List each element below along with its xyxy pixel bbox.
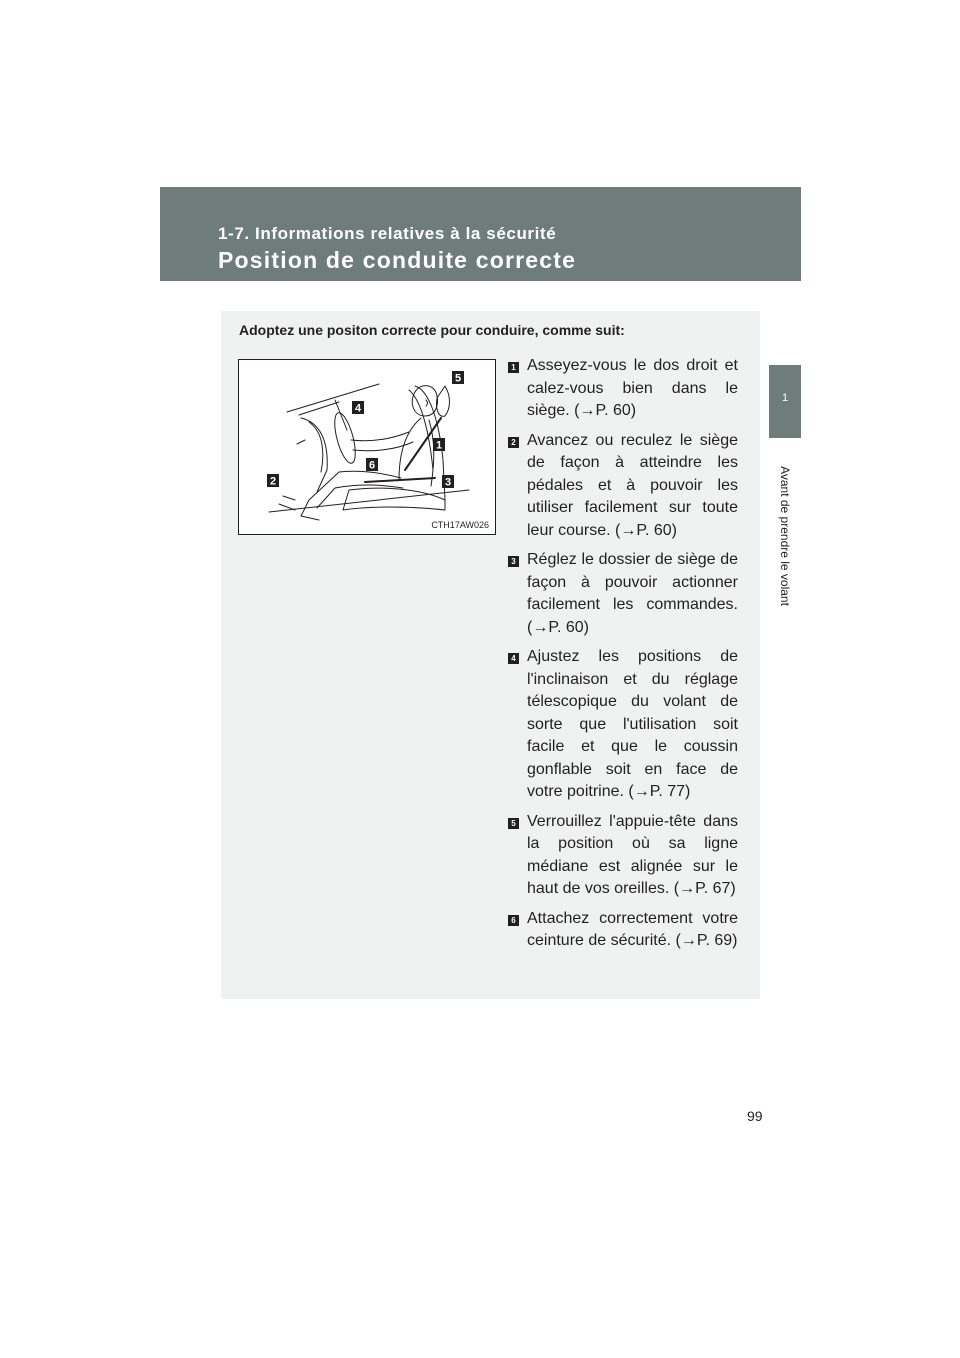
list-item (508, 430, 738, 543)
item-number-icon: 2 (508, 437, 519, 448)
list-item (508, 355, 738, 423)
item-text: Asseyez-vous le dos droit et calez-vous bien dans le siège. (→P. 60) (527, 357, 738, 419)
page-title: Position de conduite correcte (218, 247, 577, 273)
instruction-list (508, 355, 738, 960)
list-item (508, 646, 738, 804)
driving-position-illustration (238, 359, 496, 535)
figure-code: CTH17AW026 (431, 520, 489, 530)
item-text: Avancez ou reculez le siège de façon à atteindre les pédales et à pouvoir les utiliser facilement sur toute leur course. (→P. 60) (527, 431, 738, 539)
item-number-icon: 5 (508, 818, 519, 829)
item-number-icon: 6 (508, 915, 519, 926)
item-text: Verrouillez l'appuie-tête dans la position où sa ligne médiane est alignée sur le haut de vos oreilles. (→P. 67) (527, 812, 738, 897)
section-title: 1-7. Informations relatives à la sécurité (218, 224, 557, 243)
page-number: 99 (747, 1108, 763, 1124)
chapter-tab (769, 365, 801, 438)
intro-text: Adoptez une positon correcte pour conduire, comme suit: (239, 322, 625, 338)
chapter-label: Avant de prendre le volant (778, 466, 792, 606)
callout-6-label: 6 (368, 459, 376, 472)
item-text: Ajustez les positions de l'inclinaison et du réglage télescopique du volant de sorte que l'utilisation soit facile et que le coussin gonflable soit en face de votre poitrine. (→P. 77) (527, 648, 738, 800)
item-number-icon: 1 (508, 362, 519, 373)
item-number-icon: 3 (508, 556, 519, 567)
section-header (160, 187, 801, 281)
callout-4-label: 4 (354, 402, 362, 415)
item-text: Attachez correctement votre ceinture de sécurité. (→P. 69) (527, 909, 738, 949)
callout-2-label: 2 (269, 475, 277, 488)
item-text: Réglez le dossier de siège de façon à pouvoir actionner facilement les commandes. (→P. 60) (527, 551, 738, 636)
callout-5-label: 5 (454, 372, 462, 385)
list-item (508, 908, 738, 953)
item-number-icon: 4 (508, 653, 519, 664)
callout-1-label: 1 (435, 439, 443, 452)
list-item (508, 549, 738, 639)
driver-seat-drawing (239, 360, 495, 534)
list-item (508, 811, 738, 901)
callout-3-label: 3 (444, 476, 452, 489)
chapter-number: 1 (781, 392, 789, 404)
content-box (221, 311, 760, 999)
